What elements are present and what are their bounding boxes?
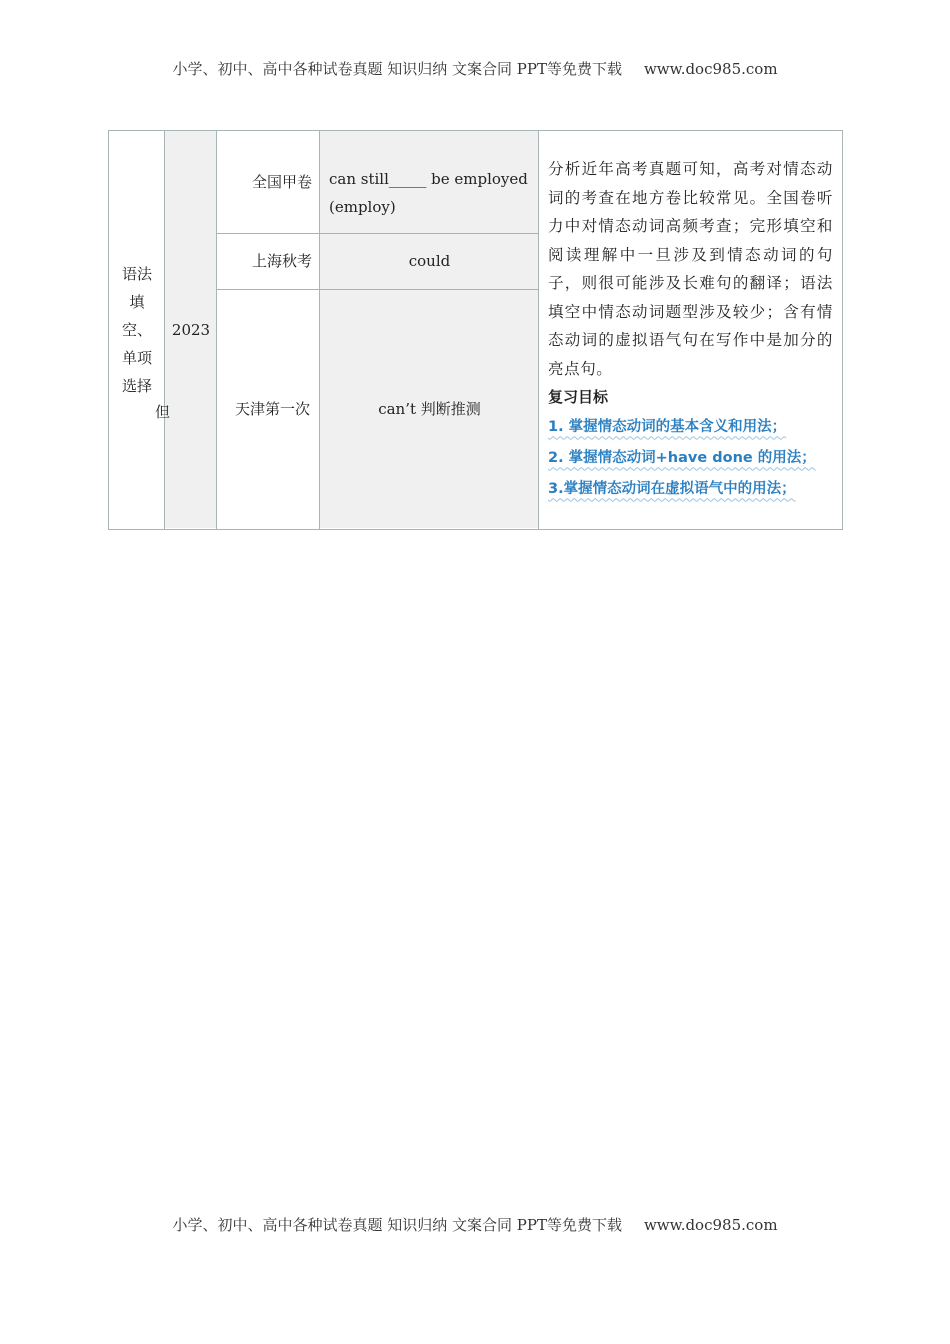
header-text: 小学、初中、高中各种试卷真题 知识归纳 文案合同 PPT等免费下载 — [172, 60, 622, 78]
source-cell — [217, 289, 320, 528]
answer-cell — [320, 289, 539, 528]
source-label: 全国甲卷 — [251, 173, 312, 191]
footer-url[interactable]: www.doc985.com — [643, 1216, 778, 1234]
row-divider — [217, 289, 539, 290]
page-header — [0, 58, 950, 79]
answer-text: could — [408, 252, 451, 270]
question-type-label: 语法填空、单项选择 — [121, 264, 152, 395]
footer-text: 小学、初中、高中各种试卷真题 知识归纳 文案合同 PPT等免费下载 — [172, 1216, 622, 1234]
column-divider — [319, 131, 320, 529]
source-label: 上海秋考 — [251, 252, 312, 270]
header-url[interactable]: www.doc985.com — [643, 60, 778, 78]
answer-cell — [320, 131, 539, 233]
goals-title: 复习目标 — [548, 388, 609, 406]
year-cell — [165, 131, 217, 528]
page-footer — [0, 1214, 950, 1235]
question-type-cell — [109, 131, 165, 528]
row-divider — [217, 233, 539, 234]
source-label: 天津第一次 — [234, 399, 310, 418]
analysis-cell — [539, 131, 841, 528]
goal-item: 3.掌握情态动词在虚拟语气中的用法； — [548, 480, 796, 497]
stray-character: 但 — [155, 403, 171, 421]
source-cell — [217, 131, 320, 233]
exam-analysis-table — [108, 130, 843, 530]
goal-item: 2. 掌握情态动词+have done 的用法； — [548, 449, 816, 466]
answer-text: can’t 判断推测 — [378, 399, 481, 418]
answer-cell — [320, 233, 539, 289]
answer-text: can still_____ be employed (employ) — [329, 170, 528, 216]
analysis-text: 分析近年高考真题可知，高考对情态动词的考查在地方卷比较常见。全国卷听力中对情态动词高频考查；完形填空和阅读理解中一旦涉及到情态动词的句子，则很可能涉及长难句的翻译；语法填空中情态动词题型涉及较少；含有情态动词的虚拟语气句在写作中是加分的亮点句。 — [548, 160, 833, 378]
goal-item: 1. 掌握情态动词的基本含义和用法； — [548, 418, 787, 435]
source-cell — [217, 233, 320, 289]
year-label: 2023 — [171, 320, 211, 339]
